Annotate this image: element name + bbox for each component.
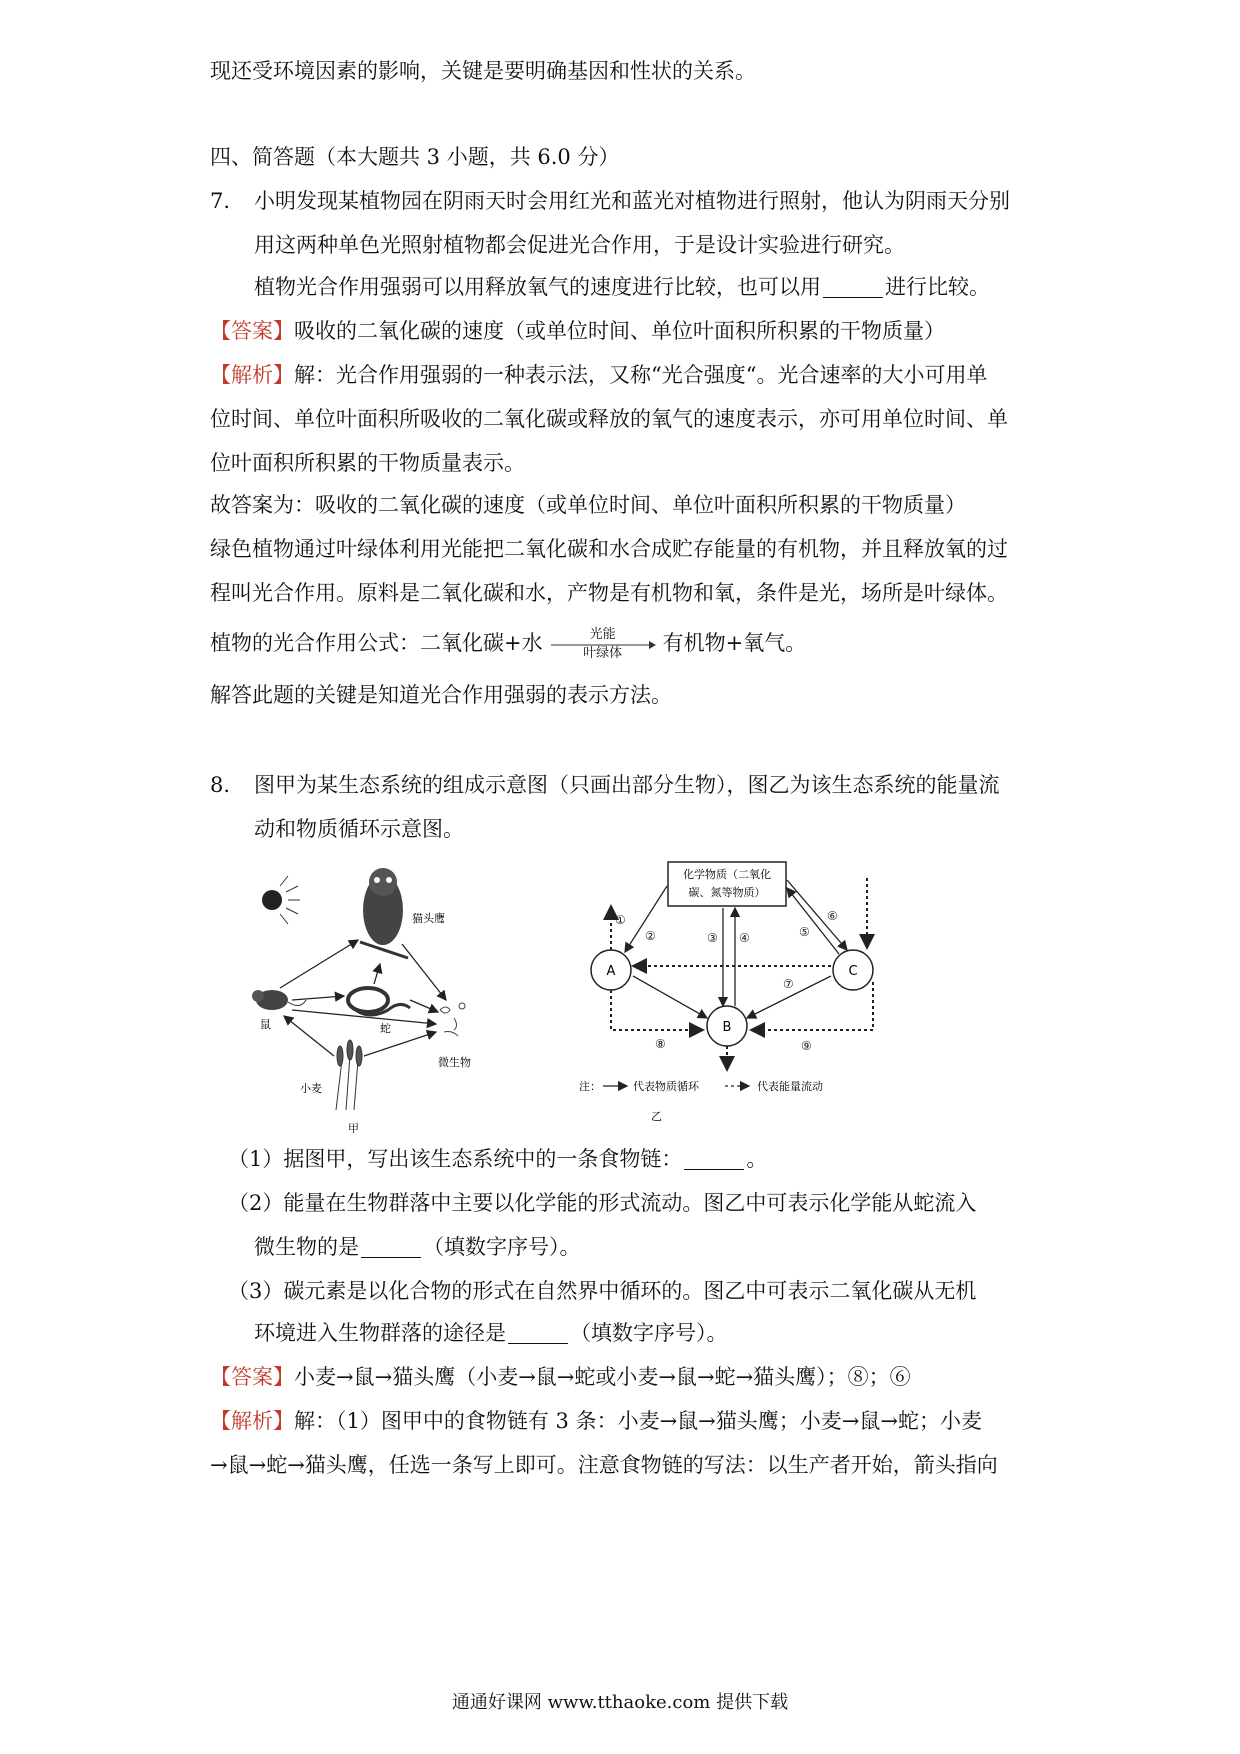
answer-tag: 【答案】 xyxy=(210,319,294,343)
analysis-text: 位叶面积所积累的干物质量表示。 xyxy=(210,451,525,475)
figure-a-ecosystem xyxy=(240,860,570,1135)
label-7: ⑦ xyxy=(783,977,794,991)
analysis-text: 解：光合作用强弱的一种表示法，又称“光合强度“。光合速率的大小可用单 xyxy=(294,363,988,387)
figure-b-caption: 乙 xyxy=(651,1110,662,1123)
question-text: 动和物质循环示意图。 xyxy=(254,817,464,841)
analysis-tag: 【解析】 xyxy=(210,363,294,387)
sub-question xyxy=(254,1232,581,1262)
label-3: ③ xyxy=(707,931,718,945)
question-text: 小明发现某植物园在阴雨天时会用红光和蓝光对植物进行照射，他认为阴雨天分别 xyxy=(254,189,1010,213)
answer-blank xyxy=(361,1237,421,1258)
formula-arrow xyxy=(549,626,657,661)
formula-condition-top: 光能 xyxy=(589,626,616,642)
arrow-8-a-to-b xyxy=(611,990,703,1030)
analysis-text: →鼠→蛇→猫头鹰，任选一条写上即可。注意食物链的写法：以生产者开始，箭头指向 xyxy=(210,1453,998,1477)
answer-line xyxy=(210,1362,911,1392)
analysis-line xyxy=(210,1406,982,1436)
sub-question-text: （1）据图甲，写出该生态系统中的一条食物链： xyxy=(228,1147,683,1171)
arrow-mouse-snake xyxy=(292,996,344,1000)
microbe-label: 微生物 xyxy=(438,1056,471,1069)
mouse-label: 鼠 xyxy=(260,1018,271,1031)
analysis-text: 程叫光合作用。原料是二氧化碳和水，产物是有机物和氧，条件是光，场所是叶绿体。 xyxy=(210,581,1008,605)
answer-blank xyxy=(684,1149,744,1170)
question-number: 8. xyxy=(210,773,231,797)
formula-right: 有机物+氧气。 xyxy=(662,631,807,655)
sun-icon xyxy=(262,876,300,924)
question-text: 图甲为某生态系统的组成示意图（只画出部分生物），图乙为该生态系统的能量流 xyxy=(254,773,1000,797)
owl-label: 猫头鹰 xyxy=(412,912,445,925)
figure-a-caption: 甲 xyxy=(348,1122,359,1135)
figure-b-energy-matter-cycle xyxy=(575,858,905,1138)
analysis-text: 解答此题的关键是知道光合作用强弱的表示方法。 xyxy=(210,683,672,707)
arrow-a-to-b xyxy=(633,976,707,1018)
analysis-line xyxy=(210,360,987,390)
question-text xyxy=(254,272,990,302)
node-c-label: C xyxy=(848,964,858,979)
arrow-owl-microbe xyxy=(402,944,446,1000)
wheat-icon xyxy=(336,1040,362,1110)
question-text-part: 进行比较。 xyxy=(885,275,990,299)
label-5: ⑤ xyxy=(799,925,810,939)
label-1: ① xyxy=(615,913,626,927)
analysis-text: 解：（1）图甲中的食物链有 3 条：小麦→鼠→猫头鹰；小麦→鼠→蛇；小麦 xyxy=(294,1409,982,1433)
sub-question-text: （2）能量在生物群落中主要以化学能的形式流动。图乙中可表示化学能从蛇流入 xyxy=(228,1191,977,1215)
sub-question-text: 。 xyxy=(746,1147,768,1171)
microbe-icon xyxy=(440,1003,465,1036)
section-heading: 四、简答题（本大题共 3 小题，共 6.0 分） xyxy=(210,145,620,169)
question-text-part: 植物光合作用强弱可以用释放氧气的速度进行比较，也可以用 xyxy=(254,275,821,299)
sub-question xyxy=(254,1318,728,1348)
arrow-snake-owl xyxy=(374,964,380,984)
label-9: ⑨ xyxy=(801,1039,812,1053)
label-2: ② xyxy=(645,929,656,943)
analysis-tag: 【解析】 xyxy=(210,1409,294,1433)
box-label-line2: 碳、氮等物质） xyxy=(688,886,766,899)
answer-line xyxy=(210,316,945,346)
formula-left: 植物的光合作用公式：二氧化碳+水 xyxy=(210,631,543,655)
label-6: ⑥ xyxy=(827,909,838,923)
sub-question-text: （3）碳元素是以化合物的形式在自然界中循环的。图乙中可表示二氧化碳从无机 xyxy=(228,1279,977,1303)
arrow-mouse-owl xyxy=(280,940,358,988)
sub-question xyxy=(228,1144,767,1174)
arrow-wheat-microbe xyxy=(364,1032,436,1056)
sub-question-text: （填数字序号）。 xyxy=(570,1321,728,1345)
arrow-6-box-to-c xyxy=(787,880,847,950)
answer-tag: 【答案】 xyxy=(210,1365,294,1389)
snake-label: 蛇 xyxy=(380,1022,391,1035)
node-b-label: B xyxy=(722,1020,732,1035)
text-line: 现还受环境因素的影响，关键是要明确基因和性状的关系。 xyxy=(210,59,756,83)
page-footer: 通通好课网 www.tthaoke.com 提供下载 xyxy=(451,1692,789,1713)
sub-question-text: 环境进入生物群落的途径是 xyxy=(254,1321,506,1345)
legend-prefix: 注： xyxy=(579,1080,601,1093)
owl-icon xyxy=(360,868,408,958)
formula-line xyxy=(210,628,806,660)
arrow-snake-microbe xyxy=(410,1000,438,1012)
analysis-text: 故答案为：吸收的二氧化碳的速度（或单位时间、单位叶面积所积累的干物质量） xyxy=(210,493,966,517)
snake-icon xyxy=(348,988,410,1015)
sub-question-text: 微生物的是 xyxy=(254,1235,359,1259)
node-a-label: A xyxy=(606,964,616,979)
formula-condition-bottom: 叶绿体 xyxy=(583,645,623,661)
question-number: 7. xyxy=(210,189,231,213)
legend-solid-label: 代表物质循环 xyxy=(633,1080,699,1093)
answer-blank xyxy=(508,1323,568,1344)
answer-blank xyxy=(823,277,883,298)
legend-dotted-label: 代表能量流动 xyxy=(757,1080,823,1093)
arrow-wheat-mouse xyxy=(284,1016,334,1056)
question-text: 用这两种单色光照射植物都会促进光合作用，于是设计实验进行研究。 xyxy=(254,233,905,257)
answer-text: 吸收的二氧化碳的速度（或单位时间、单位叶面积所积累的干物质量） xyxy=(294,319,945,343)
answer-text: 小麦→鼠→猫头鹰（小麦→鼠→蛇或小麦→鼠→蛇→猫头鹰）；⑧；⑥ xyxy=(294,1365,911,1389)
wheat-label: 小麦 xyxy=(300,1082,322,1095)
box-label-line1: 化学物质（二氧化 xyxy=(683,868,771,881)
label-8: ⑧ xyxy=(655,1037,666,1051)
analysis-text: 绿色植物通过叶绿体利用光能把二氧化碳和水合成贮存能量的有机物，并且释放氧的过 xyxy=(210,537,1008,561)
sub-question-text: （填数字序号）。 xyxy=(423,1235,581,1259)
label-4: ④ xyxy=(739,931,750,945)
analysis-text: 位时间、单位叶面积所吸收的二氧化碳或释放的氧气的速度表示，亦可用单位时间、单 xyxy=(210,407,1008,431)
